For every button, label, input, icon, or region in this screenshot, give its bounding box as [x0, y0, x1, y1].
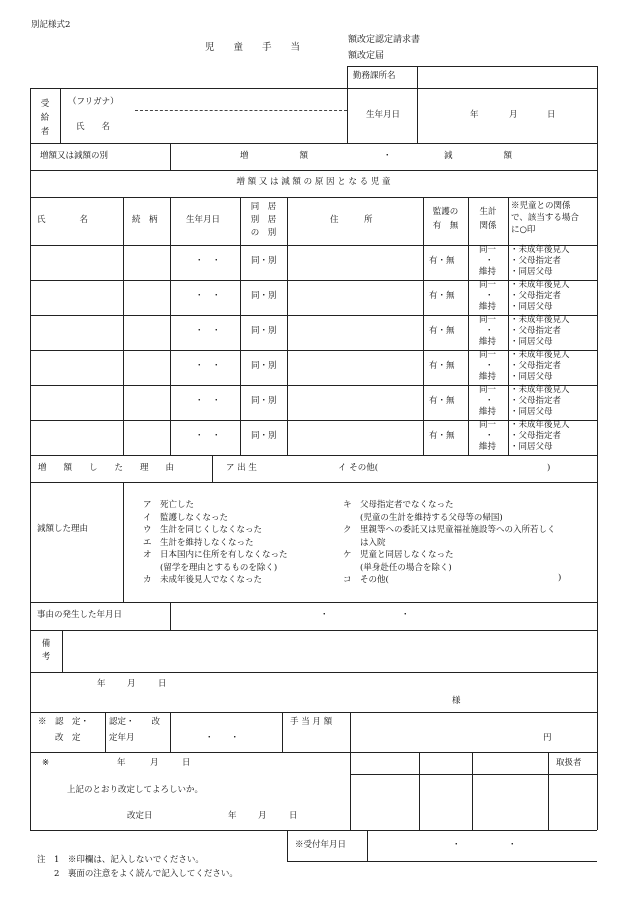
child-support-3[interactable]: 維持	[479, 372, 497, 382]
claimant-label: 受給者	[40, 99, 50, 137]
child-support-1[interactable]: 同一	[479, 385, 497, 395]
remarks-label: 備考	[41, 639, 51, 662]
child-opt-designated[interactable]: ・父母指定者	[510, 291, 562, 301]
col-name: 氏 名	[37, 215, 89, 225]
col-note-1: ※児童との関係	[511, 201, 571, 211]
child-support-3[interactable]: 維持	[479, 407, 497, 417]
col-cohab-1: 同 居	[250, 202, 277, 212]
child-custody[interactable]: 有・無	[429, 431, 455, 441]
decrease-reason-item[interactable]: (児童の生計を維持する父母等の帰国)	[343, 512, 503, 523]
increase-reason-label: 増 額 し た 理 由	[38, 463, 175, 473]
child-opt-guardian[interactable]: ・未成年後見人	[510, 280, 570, 290]
child-relation-input[interactable]	[125, 317, 169, 348]
child-name-input[interactable]	[32, 282, 122, 313]
nintei-date-dots: ・ ・	[205, 733, 240, 743]
child-opt-cohabiting[interactable]: ・同居父母	[510, 407, 553, 417]
decrease-reason-label: 減額した理由	[37, 524, 89, 534]
decrease-reason-item[interactable]: エ 生計を維持しなくなった	[143, 537, 254, 548]
submit-day: 日	[158, 679, 167, 689]
child-opt-designated[interactable]: ・父母指定者	[510, 326, 562, 336]
revision-year: 年	[228, 811, 237, 821]
col-birth: 生年月日	[186, 215, 221, 225]
child-opt-guardian[interactable]: ・未成年後見人	[510, 245, 570, 255]
office-input[interactable]	[419, 68, 595, 86]
child-support-3[interactable]: 維持	[479, 267, 497, 277]
child-support-1[interactable]: 同一	[479, 350, 497, 360]
col-relation: 続 柄	[132, 215, 158, 225]
name-input[interactable]	[140, 113, 340, 139]
furigana-label: （フリガナ）	[68, 97, 119, 107]
child-row	[30, 280, 597, 315]
decrease-reasons-left	[143, 499, 288, 587]
child-row	[30, 315, 597, 350]
child-support-1[interactable]: 同一	[479, 420, 497, 430]
decrease-other-close: )	[558, 573, 562, 583]
birth-year: 年	[470, 110, 479, 120]
decrease-reasons-right	[343, 499, 556, 587]
decrease-reason-item[interactable]: (単身赴任の場合を除く)	[343, 562, 452, 573]
child-row	[30, 245, 597, 280]
addressee-sama: 様	[452, 696, 461, 706]
child-opt-cohabiting[interactable]: ・同居父母	[510, 302, 553, 312]
change-type-label: 増額又は減額の別	[40, 151, 109, 161]
form-number: 別記様式2	[31, 20, 71, 30]
child-relation-input[interactable]	[125, 422, 169, 453]
child-birth-date[interactable]: ・ ・	[195, 361, 221, 371]
child-cohab[interactable]: 同・別	[251, 291, 277, 301]
child-opt-designated[interactable]: ・父母指定者	[510, 396, 562, 406]
decrease-reason-item[interactable]: イ 監護しなくなった	[143, 512, 229, 523]
child-opt-designated[interactable]: ・父母指定者	[510, 256, 562, 266]
decrease-reason-item[interactable]: ケ 児童と同居しなくなった	[343, 550, 454, 560]
child-cohab[interactable]: 同・別	[251, 326, 277, 336]
child-relation-input[interactable]	[125, 282, 169, 313]
child-opt-cohabiting[interactable]: ・同居父母	[510, 442, 553, 452]
change-increase[interactable]: 増 額	[240, 151, 309, 161]
child-support-3[interactable]: 維持	[479, 337, 497, 347]
children-section-title: 増 額 又 は 減 額 の 原 因 と な る 児 童	[236, 177, 391, 187]
child-address-input[interactable]	[289, 282, 422, 313]
child-relation-input[interactable]	[125, 352, 169, 383]
event-date-dot-2: ・	[401, 610, 410, 620]
child-name-input[interactable]	[32, 247, 122, 278]
col-note-2: で、該当する場合	[511, 213, 579, 223]
event-date-label: 事由の発生した年月日	[37, 610, 123, 620]
child-custody[interactable]: 有・無	[429, 326, 455, 336]
child-support-2: ・	[485, 326, 494, 336]
form-title: 児 童 手 当	[205, 42, 301, 53]
child-cohab[interactable]: 同・別	[251, 361, 277, 371]
child-opt-cohabiting[interactable]: ・同居父母	[510, 337, 553, 347]
child-opt-guardian[interactable]: ・未成年後見人	[510, 385, 570, 395]
handler-label: 取扱者	[556, 758, 582, 768]
col-custody-2: 有 無	[432, 221, 459, 231]
approval-year: 年	[117, 758, 126, 768]
stamp-box-2[interactable]	[421, 776, 471, 828]
child-cohab[interactable]: 同・別	[251, 431, 277, 441]
child-support-1[interactable]: 同一	[479, 245, 497, 255]
child-address-input[interactable]	[289, 422, 422, 453]
change-dot: ・	[383, 151, 392, 161]
receipt-dot-2: ・	[508, 840, 517, 850]
child-address-input[interactable]	[289, 387, 422, 418]
child-row	[30, 420, 597, 455]
nintei-label-1: ※ 認 定・	[38, 717, 90, 727]
decrease-reason-item[interactable]: コ その他(	[343, 575, 389, 585]
decrease-reason-item[interactable]: は入院	[343, 537, 386, 548]
child-opt-guardian[interactable]: ・未成年後見人	[510, 420, 570, 430]
remarks-input[interactable]	[64, 632, 595, 670]
approval-month: 月	[150, 758, 159, 768]
col-support-1: 生計	[479, 207, 497, 217]
increase-birth[interactable]: ア 出 生	[226, 463, 257, 473]
note-1: 注 1 ※印欄は、記入しないでください。	[37, 855, 204, 865]
change-decrease[interactable]: 減 額	[444, 151, 513, 161]
monthly-allowance-label: 手 当 月 額	[290, 717, 333, 727]
child-row	[30, 350, 597, 385]
col-cohab-3: の 別	[250, 228, 277, 238]
child-support-2: ・	[485, 291, 494, 301]
decrease-reason-item[interactable]: カ 未成年後見人でなくなった	[143, 575, 263, 585]
decrease-reason-item[interactable]: オ 日本国内に住所を有しなくなった	[143, 550, 288, 560]
name-label: 氏 名	[76, 122, 111, 132]
child-cohab[interactable]: 同・別	[251, 256, 277, 266]
child-opt-designated[interactable]: ・父母指定者	[510, 431, 562, 441]
nintei-label-4: 定年月	[109, 733, 135, 743]
child-support-3[interactable]: 維持	[479, 442, 497, 452]
child-birth-date[interactable]: ・ ・	[195, 291, 221, 301]
col-note-3: に○印	[511, 225, 536, 235]
child-support-2: ・	[485, 396, 494, 406]
birth-day: 日	[547, 110, 556, 120]
child-cohab[interactable]: 同・別	[251, 396, 277, 406]
col-support-2: 関係	[479, 221, 497, 231]
child-support-2: ・	[485, 431, 494, 441]
child-name-input[interactable]	[32, 422, 122, 453]
revision-day: 日	[289, 811, 298, 821]
col-address: 住 所	[330, 215, 373, 225]
stamp-box-handler[interactable]	[550, 776, 596, 828]
child-support-1[interactable]: 同一	[479, 315, 497, 325]
child-row	[30, 385, 597, 420]
child-birth-date[interactable]: ・ ・	[195, 396, 221, 406]
decrease-reason-item[interactable]: ア 死亡した	[143, 500, 195, 510]
child-opt-designated[interactable]: ・父母指定者	[510, 361, 562, 371]
submit-month: 月	[127, 679, 136, 689]
col-cohab-2: 別 居	[250, 215, 277, 225]
child-support-2: ・	[485, 256, 494, 266]
child-opt-cohabiting[interactable]: ・同居父母	[510, 267, 553, 277]
stamp-box-1[interactable]	[352, 776, 418, 828]
increase-other[interactable]: イ その他(	[338, 463, 379, 473]
child-address-input[interactable]	[289, 352, 422, 383]
child-support-3[interactable]: 維持	[479, 302, 497, 312]
office-label: 勤務課所名	[353, 71, 396, 81]
birth-label: 生年月日	[366, 110, 401, 120]
receipt-dot-1: ・	[452, 840, 461, 850]
note-2: 2 裏面の注意をよく読んで記入してください。	[37, 869, 238, 879]
child-relation-input[interactable]	[125, 247, 169, 278]
child-opt-guardian[interactable]: ・未成年後見人	[510, 315, 570, 325]
yen-unit: 円	[543, 733, 552, 743]
child-birth-date[interactable]: ・ ・	[195, 256, 221, 266]
event-date-dot-1: ・	[320, 610, 329, 620]
child-address-input[interactable]	[289, 317, 422, 348]
decrease-reason-item[interactable]: ウ 生計を同じくしなくなった	[143, 525, 263, 535]
furigana-input[interactable]	[140, 92, 340, 107]
nintei-label-2: 改 定	[55, 733, 81, 743]
child-opt-cohabiting[interactable]: ・同居父母	[510, 372, 553, 382]
decrease-reason-item[interactable]: キ 父母指定者でなくなった	[343, 500, 454, 510]
child-custody[interactable]: 有・無	[429, 361, 455, 371]
child-support-1[interactable]: 同一	[479, 280, 497, 290]
child-name-input[interactable]	[32, 387, 122, 418]
decrease-reason-item[interactable]: (留学を理由とするものを除く)	[143, 562, 278, 573]
child-custody[interactable]: 有・無	[429, 291, 455, 301]
child-relation-input[interactable]	[125, 387, 169, 418]
stamp-box-3[interactable]	[474, 776, 547, 828]
birth-month: 月	[509, 110, 518, 120]
child-birth-date[interactable]: ・ ・	[195, 326, 221, 336]
child-birth-date[interactable]: ・ ・	[195, 431, 221, 441]
child-name-input[interactable]	[32, 352, 122, 383]
monthly-allowance-input[interactable]	[352, 714, 532, 750]
decrease-reason-item[interactable]: ク 里親等への委託又は児童福祉施設等への入所若しく	[343, 525, 556, 535]
child-custody[interactable]: 有・無	[429, 396, 455, 406]
approval-text: 上記のとおり改定してよろしいか。	[67, 785, 204, 795]
approval-mark: ※	[42, 758, 50, 768]
title-option-notice: 額改定届	[348, 51, 385, 61]
revision-date-label: 改定日	[127, 811, 153, 821]
child-opt-guardian[interactable]: ・未成年後見人	[510, 350, 570, 360]
child-custody[interactable]: 有・無	[429, 256, 455, 266]
increase-other-close: )	[547, 463, 551, 473]
receipt-label: ※受付年月日	[295, 840, 347, 850]
child-name-input[interactable]	[32, 317, 122, 348]
nintei-label-3: 認定・ 改	[109, 717, 161, 727]
title-option-request: 額改定認定請求書	[348, 35, 421, 45]
col-custody-1: 監護の	[432, 207, 459, 217]
approval-day: 日	[182, 758, 191, 768]
revision-month: 月	[258, 811, 267, 821]
child-support-2: ・	[485, 361, 494, 371]
submit-year: 年	[97, 679, 106, 689]
child-address-input[interactable]	[289, 247, 422, 278]
